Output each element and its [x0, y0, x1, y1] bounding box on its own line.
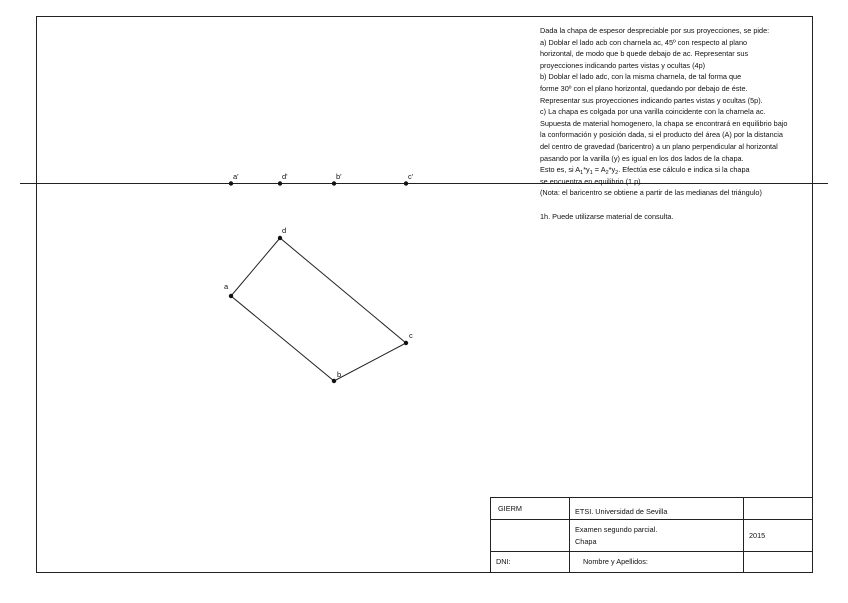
title-year: 2015 — [749, 531, 766, 540]
label-d-prime: d' — [282, 172, 288, 181]
statement-line: b) Doblar el lado adc, con la misma charnela, de tal forma que — [540, 72, 742, 82]
title-exam-line2: Chapa — [575, 537, 597, 546]
label-b-prime: b' — [336, 172, 342, 181]
plate-horizontal-projection — [231, 238, 406, 381]
eq-sub-3: 2 — [605, 170, 609, 177]
eq-mid-2: = A — [592, 165, 606, 175]
point-c — [404, 341, 408, 345]
label-a: a — [224, 282, 229, 291]
statement-line: Representar sus proyecciones indicando partes vistas y ocultas (5p). — [540, 95, 763, 105]
statement-line: Supuesta de material homogenero, la chapa se encontrará en equilibrio bajo — [540, 118, 788, 128]
point-c-prime — [404, 181, 408, 185]
blank-line — [540, 199, 830, 211]
statement-line: c) La chapa es colgada por una varilla coincidente con la charnela ac. — [540, 107, 766, 117]
point-b-prime — [332, 181, 336, 185]
statement-line: forme 30º con el plano horizontal, quedando por debajo de éste. — [540, 83, 748, 93]
label-c: c — [409, 331, 413, 340]
title-school: ETSI. Universidad de Sevilla — [575, 507, 668, 516]
point-d-prime — [278, 181, 282, 185]
eq-mid-1: *y — [583, 165, 590, 175]
statement-line: Dada la chapa de espesor despreciable por sus proyecciones, se pide: — [540, 26, 770, 35]
point-d — [278, 236, 282, 240]
statement-line: horizontal, de modo que b quede debajo de ac. Representar sus — [540, 49, 749, 59]
time-note: 1h. Puede utilizarse material de consulta. — [540, 211, 674, 221]
label-d: d — [282, 226, 287, 235]
statement-line: pasando por la varilla (y) es igual en los dos lados de la chapa. — [540, 153, 744, 163]
point-b — [332, 379, 336, 383]
label-c-prime: c' — [408, 172, 414, 181]
statement-line: a) Doblar el lado acb con charnela ac, 45º con respecto al plano — [540, 37, 748, 47]
eq-sub-1: 1 — [580, 170, 584, 177]
eq-suffix: . Efectúa ese cálculo e indica si la chapa — [618, 165, 750, 175]
statement-line: (Nota: el baricentro se obtiene a partir de las medianas del triángulo) — [540, 188, 762, 198]
problem-statement — [540, 25, 830, 222]
label-b: b — [337, 370, 342, 379]
statement-line: proyecciones indicando partes vistas y ocultas (4p) — [540, 60, 706, 70]
point-a-prime — [229, 181, 233, 185]
equilibrium-equation-line — [540, 164, 830, 176]
statement-line: se encuentra en equilibrio (1 p). — [540, 176, 643, 186]
statement-line: del centro de gravedad (baricentro) a un plano perpendicular al horizontal — [540, 141, 778, 151]
label-a-prime: a' — [233, 172, 239, 181]
eq-mid-3: *y — [608, 165, 616, 175]
title-exam-line1: Examen segundo parcial. — [575, 525, 658, 534]
title-gierm: GIERM — [498, 504, 522, 513]
eq-sub-4: 2 — [615, 170, 619, 177]
eq-prefix: Esto es, si A — [540, 165, 581, 175]
title-dni: DNI: — [496, 557, 511, 566]
title-name: Nombre y Apellidos: — [583, 557, 648, 566]
eq-sub-2: 1 — [589, 170, 593, 177]
point-a — [229, 294, 233, 298]
statement-line: la conformación y posición dada, si el producto del área (A) por la distancia — [540, 130, 783, 140]
